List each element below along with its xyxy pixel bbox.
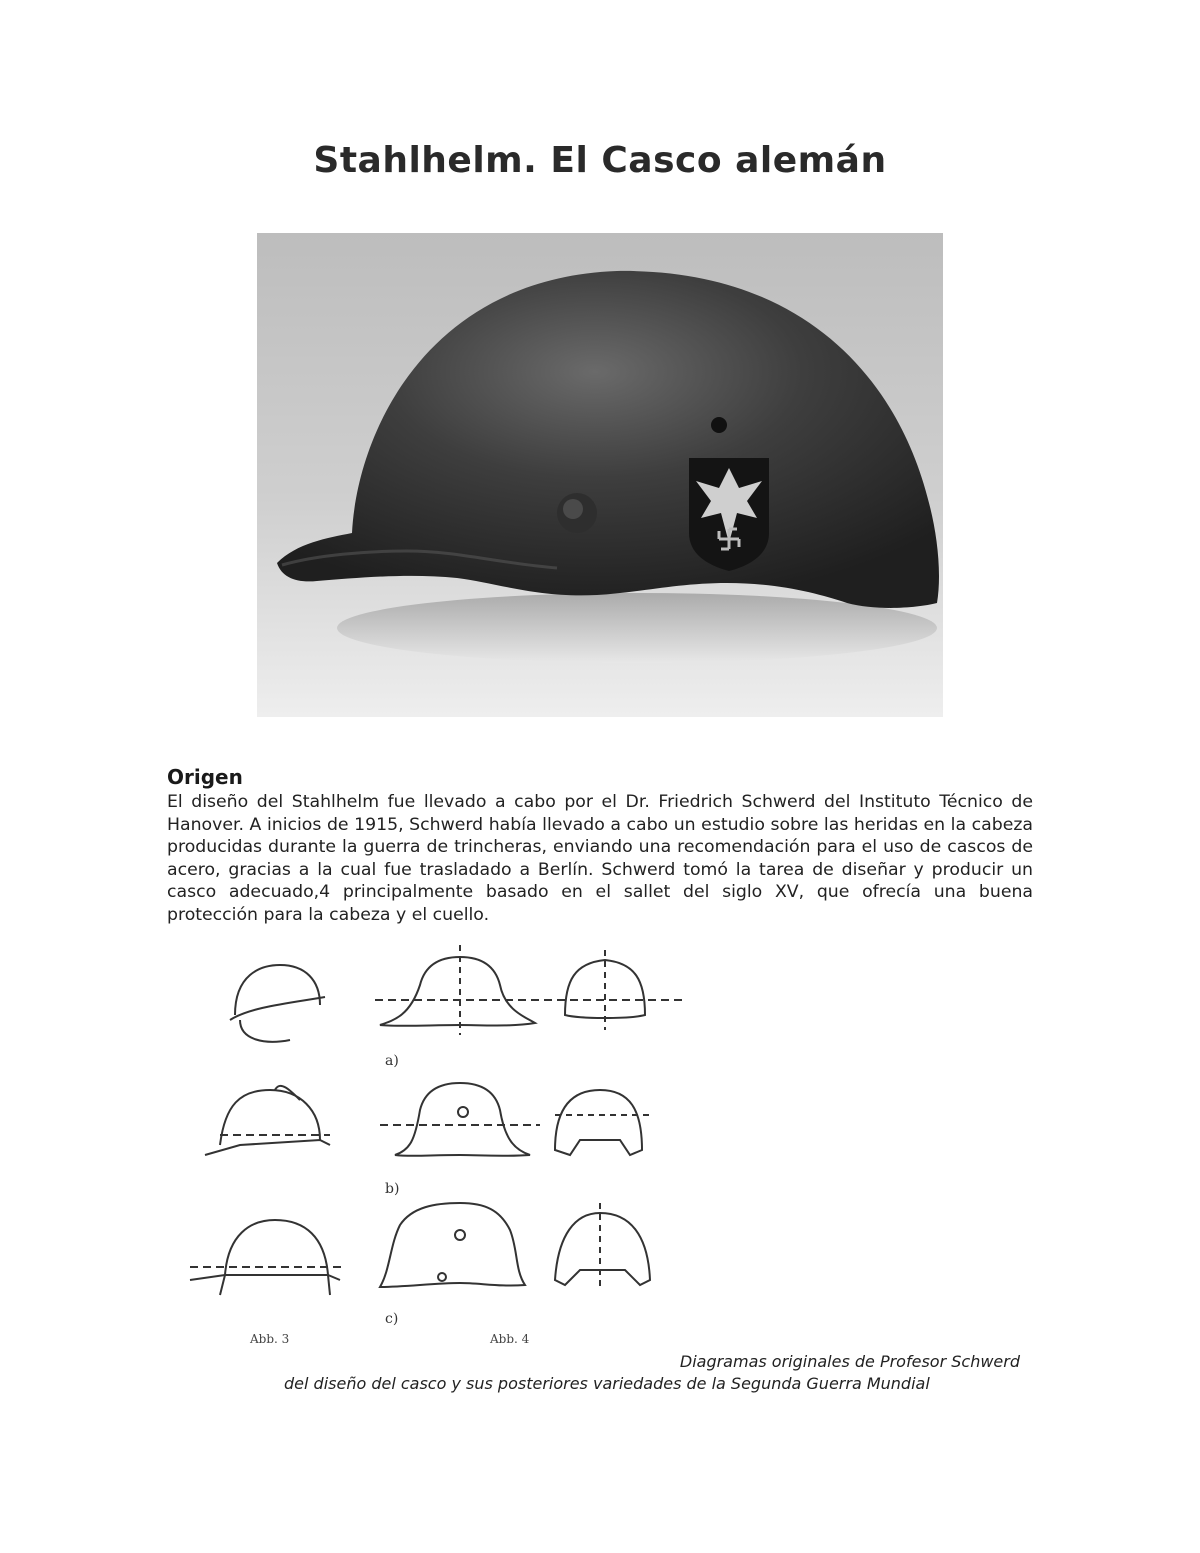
helmet-design-diagram	[180, 945, 690, 1365]
page-title: Stahlhelm. El Casco alemán	[313, 140, 887, 181]
caption-line-1: Diagramas originales de Profesor Schwerd	[679, 1352, 1020, 1371]
body-paragraph: El diseño del Stahlhelm fue llevado a cabo por el Dr. Friedrich Schwerd del Instituto Técnico de Hanover. A inicios de 1915, Schwerd había llevado a cabo un estudio sobre las heridas en la cabeza producidas durante la guerra de trincheras, enviando una recomendación para el uso de cascos de acero, gracias a la cual fue trasladado a Berlín. Schwerd tomó la tarea de diseñar y producir un casco adecuado,4 principalmente basado en el sallet del siglo XV, que ofrecía una buena protección para la cabeza y el cuello.	[167, 792, 1033, 925]
section-heading: Origen	[167, 765, 243, 789]
diagram-label-a: a)	[385, 1053, 399, 1069]
diagram-label-b: b)	[385, 1181, 400, 1197]
diagram-fig-4-label: Abb. 4	[490, 1332, 530, 1346]
caption-line-2: del diseño del casco y sus posteriores variedades de la Segunda Guerra Mundial	[284, 1374, 930, 1393]
diagram-fig-3-label: Abb. 3	[250, 1332, 290, 1346]
helmet-photo	[257, 233, 943, 717]
diagram-label-c: c)	[385, 1311, 399, 1327]
